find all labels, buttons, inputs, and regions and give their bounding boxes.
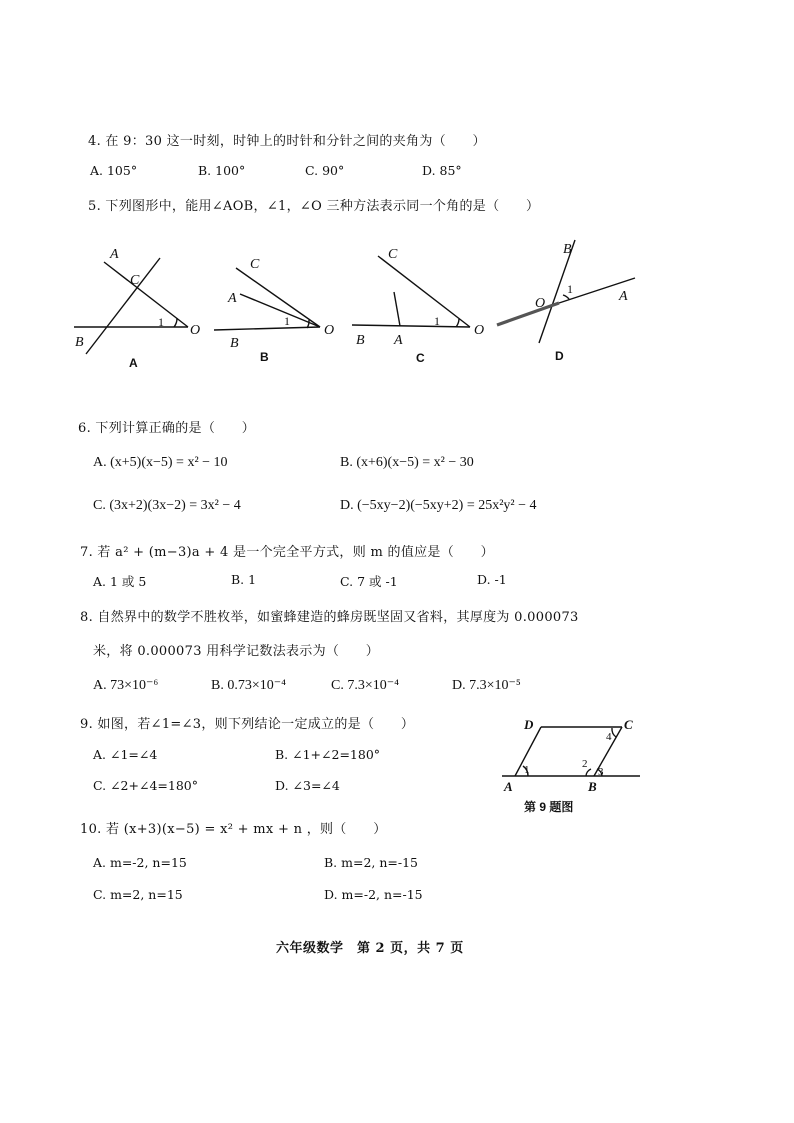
q7-option-d: D. -1 — [477, 572, 507, 587]
q9-option-b: B. ∠1+∠2=180° — [275, 747, 381, 762]
q9-fig-label-d: D — [524, 717, 534, 732]
q10-option-c: C. m=2, n=15 — [93, 887, 183, 902]
q5-fig-c-label-a: A — [394, 333, 403, 348]
q9-figure-caption: 第 9 题图 — [524, 800, 574, 814]
q5-fig-a-label-c: C — [130, 273, 140, 288]
q5-figure-c — [350, 240, 490, 360]
q8-stem-line2: 米，将 0.000073 用科学记数法表示为（ ） — [93, 644, 380, 659]
q9-fig-label-b: B — [588, 779, 597, 794]
q9-fig-label-3: 3 — [598, 766, 604, 778]
q5-caption-c: C — [416, 351, 425, 365]
q5-fig-a-label-a: A — [110, 247, 119, 262]
q7-option-c: C. 7 或 -1 — [340, 574, 398, 589]
q8-option-a: A. 73×10⁻⁶ — [93, 678, 159, 693]
q10-option-d: D. m=-2, n=-15 — [324, 887, 423, 902]
q5-fig-b-label-c: C — [250, 257, 260, 272]
q8-option-c: C. 7.3×10⁻⁴ — [331, 678, 400, 693]
q7-option-a: A. 1 或 5 — [93, 574, 147, 589]
page-footer: 六年级数学 第 2 页，共 7 页 — [276, 941, 464, 956]
q5-fig-d-label-o: O — [535, 296, 546, 311]
q5-caption-a: A — [129, 356, 138, 370]
q10-option-a: A. m=-2, n=15 — [93, 855, 187, 870]
q5-fig-a-label-b: B — [75, 335, 84, 350]
q4-option-d: D. 85° — [422, 163, 462, 178]
q9-figure — [500, 715, 645, 795]
q5-fig-a-label-1: 1 — [158, 315, 164, 329]
q5-fig-d-label-1: 1 — [567, 282, 573, 296]
q9-fig-label-4: 4 — [606, 731, 612, 743]
q5-fig-b-label-b: B — [230, 336, 239, 351]
q9-fig-label-a: A — [504, 779, 513, 794]
q6-stem: 6. 下列计算正确的是（ ） — [78, 421, 256, 436]
q9-option-a: A. ∠1=∠4 — [93, 747, 158, 762]
q5-fig-c-label-1: 1 — [434, 314, 440, 328]
q5-figure-d — [495, 235, 645, 355]
q9-option-c: C. ∠2+∠4=180° — [93, 778, 198, 793]
q8-stem-line1: 8. 自然界中的数学不胜枚举，如蜜蜂建造的蜂房既坚固又省料，其厚度为 0.000073 — [80, 610, 579, 625]
q7-option-b: B. 1 — [231, 572, 257, 587]
q5-fig-c-label-o: O — [474, 323, 485, 338]
q7-stem: 7. 若 a² + (m−3)a + 4 是一个完全平方式，则 m 的值应是（ ） — [80, 545, 494, 560]
q5-fig-d-label-b: B — [563, 242, 572, 257]
q6-option-a: A. (x+5)(x−5) = x² − 10 — [93, 455, 228, 470]
q5-fig-b-label-1: 1 — [284, 314, 290, 328]
q5-fig-c-label-c: C — [388, 247, 398, 262]
q5-fig-a-label-o: O — [190, 323, 201, 338]
q4-option-b: B. 100° — [198, 163, 246, 178]
q9-fig-label-2: 2 — [582, 758, 588, 770]
q5-figure-a — [70, 240, 210, 370]
q10-stem: 10. 若 (x+3)(x−5) = x² + mx + n ，则（ ） — [80, 822, 387, 837]
q5-fig-b-label-a: A — [228, 291, 237, 306]
q9-stem: 9. 如图，若∠1=∠3，则下列结论一定成立的是（ ） — [80, 717, 415, 732]
q5-figure-b — [212, 250, 335, 360]
q8-option-d: D. 7.3×10⁻⁵ — [452, 678, 521, 693]
q8-option-b: B. 0.73×10⁻⁴ — [211, 678, 287, 693]
q5-stem: 5. 下列图形中，能用∠AOB，∠1，∠O 三种方法表示同一个角的是（ ） — [88, 199, 540, 214]
q5-fig-b-label-o: O — [324, 323, 335, 338]
q6-option-c: C. (3x+2)(3x−2) = 3x² − 4 — [93, 498, 241, 513]
q4-stem: 4. 在 9：30 这一时刻，时钟上的时针和分针之间的夹角为（ ） — [88, 134, 486, 149]
q5-fig-c-label-b: B — [356, 333, 365, 348]
q6-option-d: D. (−5xy−2)(−5xy+2) = 25x²y² − 4 — [340, 498, 537, 513]
q5-caption-d: D — [555, 349, 564, 363]
q9-fig-label-1: 1 — [524, 764, 530, 776]
q9-fig-label-c: C — [624, 717, 633, 732]
q5-fig-d-label-a: A — [619, 289, 628, 304]
q10-option-b: B. m=2, n=-15 — [324, 855, 419, 870]
q4-option-c: C. 90° — [305, 163, 345, 178]
q4-option-a: A. 105° — [90, 163, 138, 178]
q6-option-b: B. (x+6)(x−5) = x² − 30 — [340, 455, 474, 470]
q5-caption-b: B — [260, 350, 269, 364]
q9-option-d: D. ∠3=∠4 — [275, 778, 340, 793]
